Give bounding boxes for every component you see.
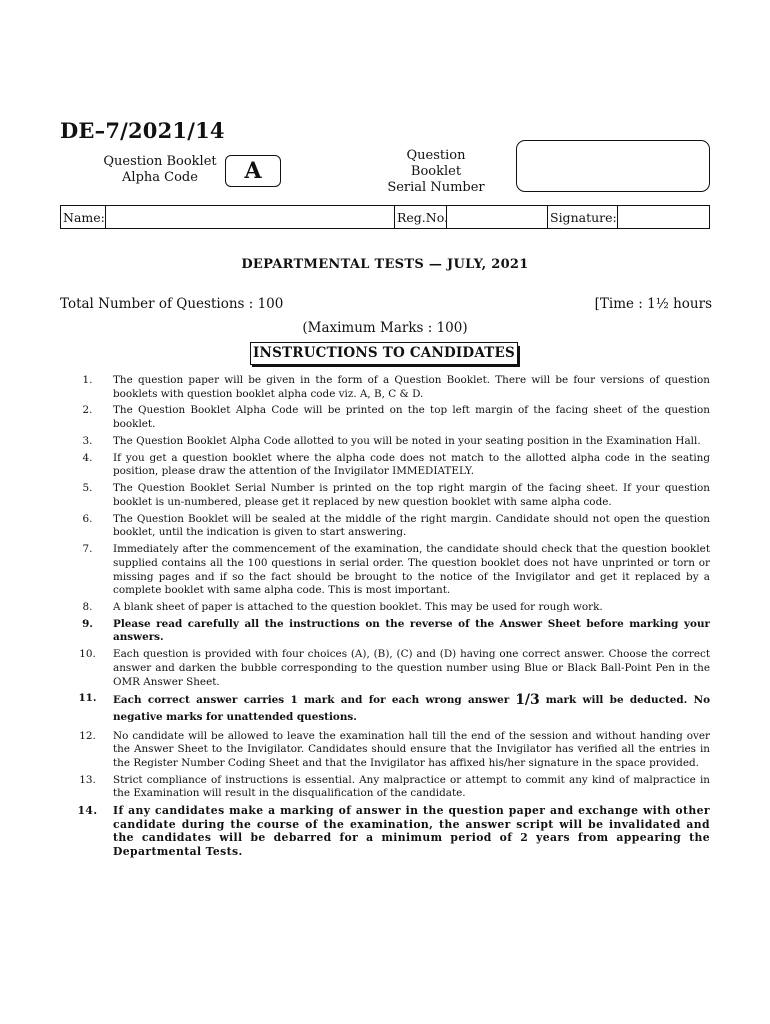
signature-field[interactable]	[618, 206, 709, 228]
instruction-text: Immediately after the commencement of the examination, the candidate should check that the question booklet supplied contains all the 100 questions in serial order. The question booklet does not have unprinted or torn or missing pages and if so the fact should be brought to the notice of the Invigilator and get it replaced by a complete booklet with same alpha code. This is most important.	[113, 543, 710, 597]
instruction-item	[60, 513, 710, 540]
exam-time: [Time : 1½ hours	[594, 296, 712, 312]
serial-number-label-line-1: Question Booklet	[406, 148, 466, 179]
instruction-item	[60, 774, 710, 801]
signature-label: Signature:	[548, 206, 618, 228]
instruction-number: 11.	[78, 692, 97, 705]
instruction-number: 10.	[79, 648, 96, 661]
instruction-text: A blank sheet of paper is attached to the question booklet. This may be used for rough work.	[113, 600, 603, 613]
instruction-text: Each question is provided with four choices (A), (B), (C) and (D) having one correct answer. Choose the correct answer and darken the bubble corresponding to the question number using Blue or Black Ball-Point Pen in the OMR Answer Sheet.	[113, 648, 710, 688]
instruction-number: 2.	[82, 404, 93, 417]
instruction-text: Please read carefully all the instructions on the reverse of the Answer Sheet before marking your answers.	[113, 617, 710, 644]
instruction-item	[60, 730, 710, 771]
instruction-number: 12.	[79, 729, 96, 742]
instruction-text: Strict compliance of instructions is essential. Any malpractice or attempt to commit any kind of malpractice in the Examination will result in the disqualification of the candidate.	[113, 773, 710, 800]
instruction-number: 13.	[79, 773, 96, 786]
total-questions: Total Number of Questions : 100	[60, 296, 284, 312]
instruction-item	[60, 452, 710, 479]
instruction-text: If any candidates make a marking of answer in the question paper and exchange with other candidate during the course of the examination, the answer script will be invalidated and the candidates will be debarred for a minimum period of 2 years from appearing the Departmental Tests.	[113, 804, 710, 859]
name-label: Name:	[61, 206, 106, 228]
instruction-number: 9.	[82, 617, 93, 630]
instruction-text: The Question Booklet Alpha Code will be printed on the top left margin of the facing sheet of the question booklet.	[113, 404, 710, 431]
instruction-item	[60, 435, 710, 449]
alpha-code-label-line-2: Alpha Code	[122, 170, 198, 185]
instruction-item	[60, 482, 710, 509]
instruction-number: 1.	[82, 374, 93, 386]
instruction-text: The Question Booklet Alpha Code allotted to you will be noted in your seating position in the Examination Hall.	[113, 434, 701, 447]
candidate-details-table	[60, 205, 710, 229]
instruction-item	[60, 404, 710, 431]
instruction-text: The Question Booklet will be sealed at the middle of the right margin. Candidate should not open the question booklet, until the indication is given to start answering.	[113, 512, 710, 539]
instruction-item	[60, 692, 710, 726]
instruction-number: 3.	[82, 434, 93, 447]
booklet-code: DE–7/2021/14	[60, 118, 225, 143]
instruction-text-part: mark will be deducted. No negative marks for unattended questions.	[113, 694, 711, 724]
instruction-text: If you get a question booklet where the alpha code does not match to the allotted alpha code in the seating position, please draw the attention of the Invigilator IMMEDIATELY.	[113, 451, 710, 478]
reg-no-field[interactable]	[447, 206, 548, 228]
instruction-number: 14.	[77, 804, 98, 818]
instruction-item	[60, 618, 710, 645]
serial-number-label-line-2: Serial Number	[387, 180, 485, 195]
instruction-item	[60, 543, 710, 597]
instructions-list	[60, 374, 710, 862]
instruction-number: 7.	[82, 543, 93, 556]
instruction-text: The Question Booklet Serial Number is printed on the top right margin of the facing sheet. If your question booklet is un-numbered, please get it replaced by new question booklet with same alpha code.	[113, 482, 710, 508]
maximum-marks: (Maximum Marks : 100)	[302, 320, 468, 336]
fraction: 1/3	[515, 692, 540, 709]
instruction-item	[60, 804, 710, 858]
instruction-number: 6.	[82, 512, 93, 525]
instruction-number: 5.	[82, 482, 93, 495]
alpha-code-label	[98, 154, 222, 186]
exam-title: DEPARTMENTAL TESTS — JULY, 2021	[241, 257, 529, 272]
instructions-heading: INSTRUCTIONS TO CANDIDATES	[250, 342, 518, 365]
instruction-item	[60, 601, 710, 615]
alpha-code-label-line-1: Question Booklet	[103, 154, 217, 169]
name-field[interactable]	[106, 206, 395, 228]
instruction-text: No candidate will be allowed to leave the examination hall till the end of the session and without handing over the Answer Sheet to the Invigilator. Candidates should ensure that the Invigilator has verified all the entries in the Register Number Coding Sheet and that the Invigilator has affixed his/her signature in the space provided.	[113, 729, 710, 769]
instruction-item	[60, 374, 710, 401]
instruction-text-part: Each correct answer carries 1 mark and for each wrong answer	[113, 694, 510, 707]
instruction-item	[60, 648, 710, 689]
instruction-number: 4.	[82, 451, 93, 464]
alpha-code-box: A	[225, 155, 281, 187]
instruction-text: The question paper will be given in the form of a Question Booklet. There will be four versions of question booklets with question booklet alpha code viz. A, B, C & D.	[113, 374, 710, 400]
reg-no-label: Reg.No.	[395, 206, 447, 228]
serial-number-box[interactable]	[516, 140, 710, 192]
instruction-text	[113, 692, 710, 726]
instruction-number: 8.	[82, 600, 93, 613]
serial-number-label	[386, 148, 486, 196]
